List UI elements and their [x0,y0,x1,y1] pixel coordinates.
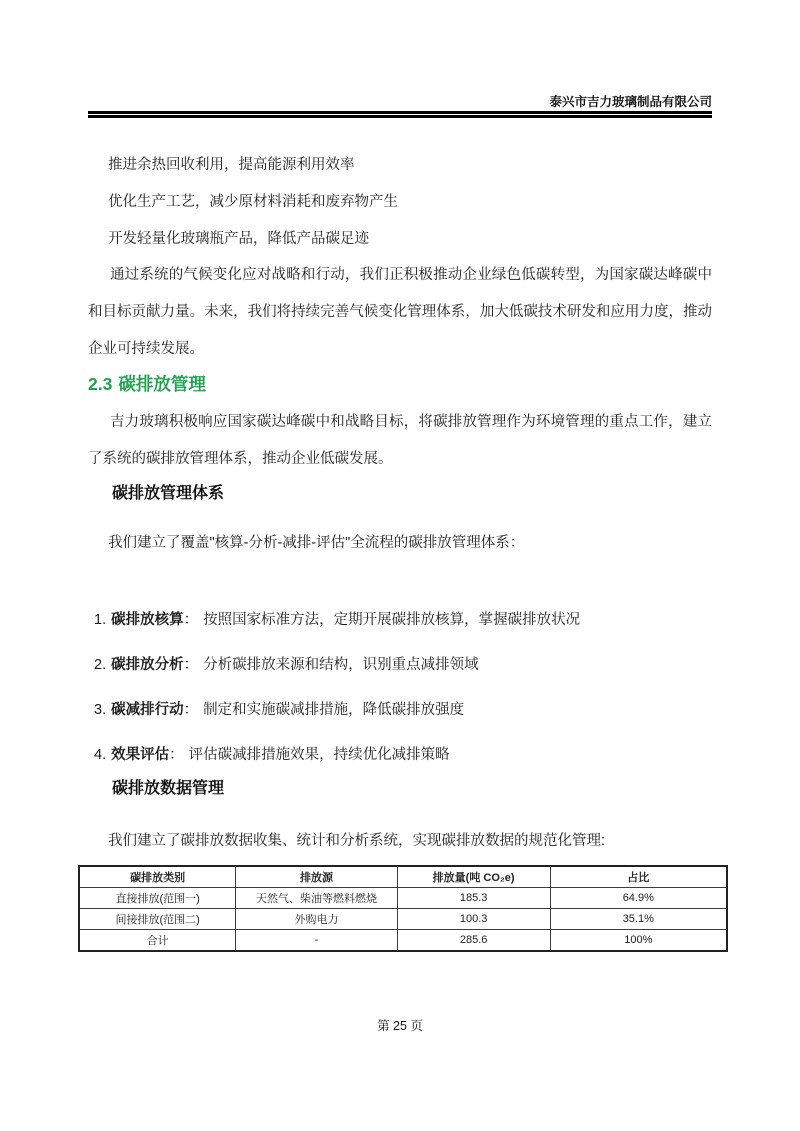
list-item-number: 4. [94,747,107,763]
section-title: 碳排放管理 [118,374,206,394]
list-item-analysis [94,655,712,676]
carbon-management-intro-paragraph: 吉力玻璃积极响应国家碳达峰碳中和战略目标，将碳排放管理作为环境管理的重点工作，建立了系统的碳排放管理体系，推动企业低碳发展。 [88,414,712,467]
cell-amount: 285.6 [397,930,550,952]
list-item-term: 效果评估 [111,747,170,763]
data-lead-paragraph: 我们建立了碳排放数据收集、统计和分析系统，实现碳排放数据的规范化管理: [108,833,606,849]
cell-source: 天然气、柴油等燃料燃烧 [236,888,397,909]
list-item-number: 1. [94,612,107,628]
cell-share: 35.1% [550,909,727,930]
table-row-direct [79,888,727,909]
list-item-description: 制定和实施碳减排措施，降低碳排放强度 [203,702,465,718]
table-header-share: 占比 [550,866,727,888]
list-item-term: 碳排放分析 [111,657,184,673]
table-header-source: 排放源 [236,866,397,888]
process-list [88,610,712,766]
cell-amount: 100.3 [397,909,550,930]
page-header [88,92,712,110]
emissions-table [78,865,728,952]
measure-line-1: 推进余热回收利用，提高能源利用效率 [108,157,355,173]
list-item-separator: ： [183,702,199,718]
list-item-reduction [94,700,712,721]
list-item-term: 碳减排行动 [111,702,184,718]
list-item-evaluation [94,745,712,766]
table-header-row [79,866,727,888]
list-item-accounting [94,610,712,631]
section-heading-2-3 [88,372,712,396]
cell-category: 直接排放(范围一) [79,888,236,909]
page-content [88,140,712,952]
list-item-term: 碳排放核算 [111,612,184,628]
header-company-name: 泰兴市吉力玻璃制品有限公司 [549,95,712,109]
table-row-total [79,930,727,952]
table-header-amount: 排放量(吨 CO₂e) [397,866,550,888]
cell-category: 间接排放(范围二) [79,909,236,930]
table-row-indirect [79,909,727,930]
cell-category: 合计 [79,930,236,952]
cell-amount: 185.3 [397,888,550,909]
list-item-description: 按照国家标准方法，定期开展碳排放核算，掌握碳排放状况 [203,612,581,628]
header-divider [88,111,712,118]
list-item-separator: ： [169,747,184,763]
list-item-number: 2. [94,657,107,673]
cell-share: 64.9% [550,888,727,909]
page-footer [0,1016,800,1034]
list-item-description: 评估碳减排措施效果，持续优化减排策略 [188,747,450,763]
cell-source: - [236,930,397,952]
list-item-separator: ： [183,657,199,673]
subsection-data-heading: 碳排放数据管理 [112,780,225,797]
table-header-category: 碳排放类别 [79,866,236,888]
subsection-system-heading: 碳排放管理体系 [112,485,225,502]
measure-line-2: 优化生产工艺，减少原材料消耗和废弃物产生 [108,194,398,210]
list-item-separator: ： [183,612,199,628]
system-lead-paragraph: 我们建立了覆盖"核算-分析-减排-评估"全流程的碳排放管理体系： [108,535,525,551]
cell-source: 外购电力 [236,909,397,930]
climate-strategy-paragraph: 通过系统的气候变化应对战略和行动，我们正积极推动企业绿色低碳转型，为国家碳达峰碳中和目标贡献力量。未来，我们将持续完善气候变化管理体系，加大低碳技术研发和应用力度，推动企业可持续发展。 [88,267,712,357]
measure-line-3: 开发轻量化玻璃瓶产品，降低产品碳足迹 [108,231,369,247]
list-item-description: 分析碳排放来源和结构，识别重点减排领域 [203,657,479,673]
list-item-number: 3. [94,702,107,718]
section-number: 2.3 [88,374,113,394]
cell-share: 100% [550,930,727,952]
page-number: 第 25 页 [377,1019,423,1033]
